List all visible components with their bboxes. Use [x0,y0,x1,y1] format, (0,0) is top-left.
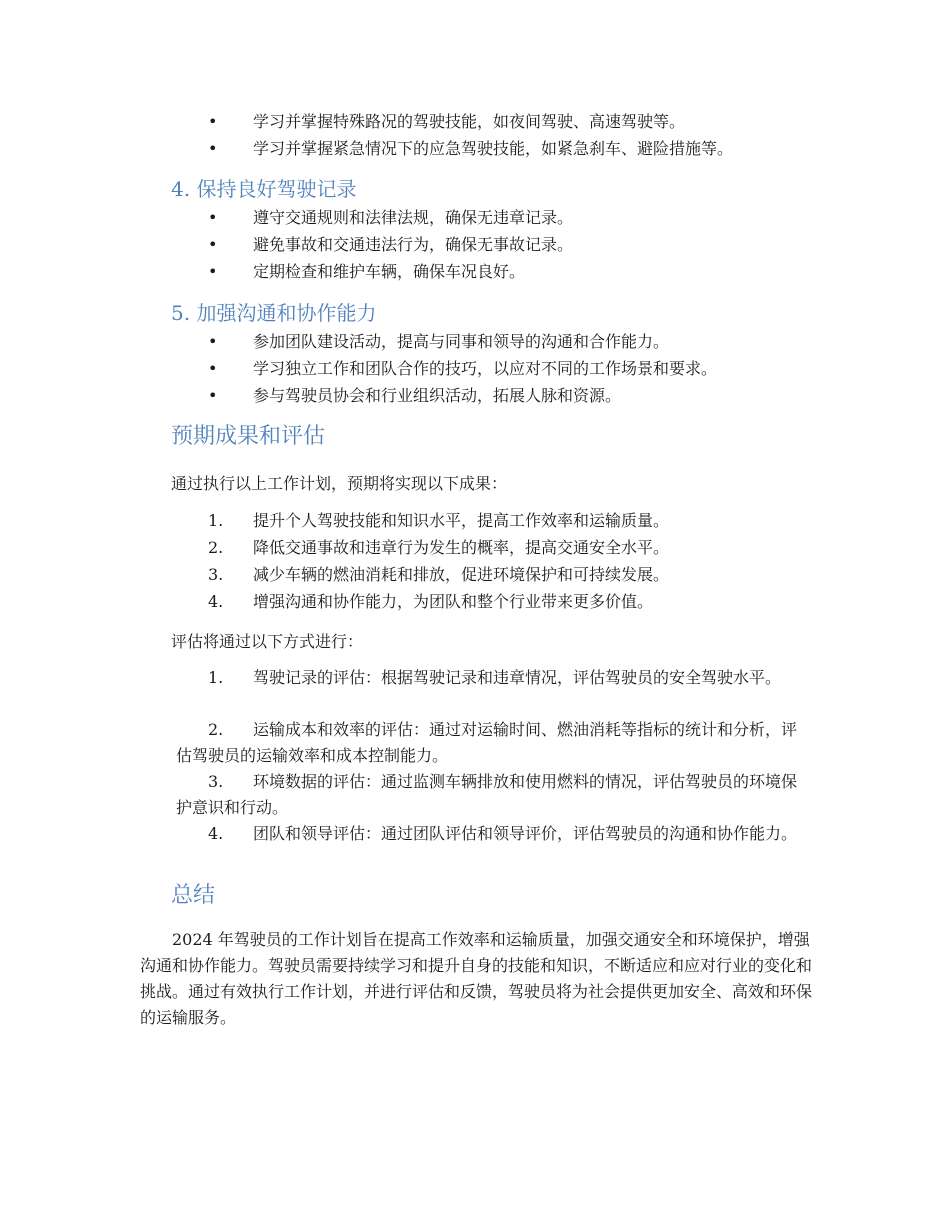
list-item-text: 驾驶记录的评估：根据驾驶记录和违章情况，评估驾驶员的安全驾驶水平。 [253,668,782,687]
section-heading-outcomes: 预期成果和评估 [171,424,326,449]
list-number: 3. [208,772,224,791]
list-item-text: 避免事故和交通违法行为，确保无事故记录。 [253,235,574,254]
outcomes-intro: 通过执行以上工作计划，预期将实现以下成果： [171,474,508,493]
list-item [0,231,950,258]
list-number: 1. [208,668,224,687]
section3-bullet-list [0,108,950,162]
evaluation-item [176,665,812,691]
evaluation-intro: 评估将通过以下方式进行： [171,632,364,651]
outcomes-numbered-list [0,507,950,615]
list-item [0,507,950,534]
list-item [0,135,950,162]
list-item-text: 参加团队建设活动，提高与同事和领导的沟通和合作能力。 [253,332,670,351]
list-item-text: 提升个人驾驶技能和知识水平，提高工作效率和运输质量。 [253,511,670,530]
list-item-text: 运输成本和效率的评估：通过对运输时间、燃油消耗等指标的统计和分析，评估驾驶员的运输效率和成本控制能力。 [176,720,798,765]
list-item [0,534,950,561]
list-number: 2. [208,538,224,557]
list-item-text: 遵守交通规则和法律法规，确保无违章记录。 [253,208,574,227]
list-item-text: 定期检查和维护车辆，确保车况良好。 [253,262,526,281]
list-number: 1. [208,511,224,530]
section-heading-driving-record: 4. 保持良好驾驶记录 [171,177,357,201]
list-number: 3. [208,565,224,584]
list-item [0,588,950,615]
list-item-text: 团队和领导评估：通过团队评估和领导评价，评估驾驶员的沟通和协作能力。 [253,824,798,843]
list-item-text: 学习并掌握特殊路况的驾驶技能，如夜间驾驶、高速驾驶等。 [253,112,686,131]
evaluation-item [176,821,812,847]
list-item [0,328,950,355]
section-heading-communication: 5. 加强沟通和协作能力 [171,301,377,325]
bullet-marker: • [208,208,218,227]
bullet-marker: • [208,112,218,131]
evaluation-item [176,769,812,821]
list-item [0,258,950,285]
list-number: 4. [208,824,224,843]
bullet-marker: • [208,262,218,281]
evaluation-item [176,717,812,769]
list-item-text: 环境数据的评估：通过监测车辆排放和使用燃料的情况，评估驾驶员的环境保护意识和行动。 [176,772,798,817]
list-item-text: 学习并掌握紧急情况下的应急驾驶技能，如紧急刹车、避险措施等。 [253,139,734,158]
list-number: 2. [208,720,224,739]
list-number: 4. [208,592,224,611]
list-item-text: 降低交通事故和违章行为发生的概率，提高交通安全水平。 [253,538,670,557]
list-item-text: 增强沟通和协作能力，为团队和整个行业带来更多价值。 [253,592,654,611]
bullet-marker: • [208,332,218,351]
list-item [0,108,950,135]
summary-paragraph: 2024 年驾驶员的工作计划旨在提高工作效率和运输质量，加强交通安全和环境保护，增强沟通和协作能力。驾驶员需要持续学习和提升自身的技能和知识，不断适应和应对行业的变化和挑战。通过有效执行工作计划，并进行评估和反馈，驾驶员将为社会提供更加安全、高效和环保的运输服务。 [140,930,813,1027]
list-item [0,204,950,231]
bullet-marker: • [208,386,218,405]
list-item-text: 学习独立工作和团队合作的技巧，以应对不同的工作场景和要求。 [253,359,718,378]
list-item-text: 参与驾驶员协会和行业组织活动，拓展人脉和资源。 [253,386,622,405]
list-item [0,382,950,409]
section4-bullet-list [0,204,950,285]
section5-bullet-list [0,328,950,409]
bullet-marker: • [208,139,218,158]
bullet-marker: • [208,359,218,378]
list-item [0,355,950,382]
list-item-text: 减少车辆的燃油消耗和排放，促进环境保护和可持续发展。 [253,565,670,584]
bullet-marker: • [208,235,218,254]
list-item [0,561,950,588]
section-heading-summary: 总结 [171,883,216,908]
